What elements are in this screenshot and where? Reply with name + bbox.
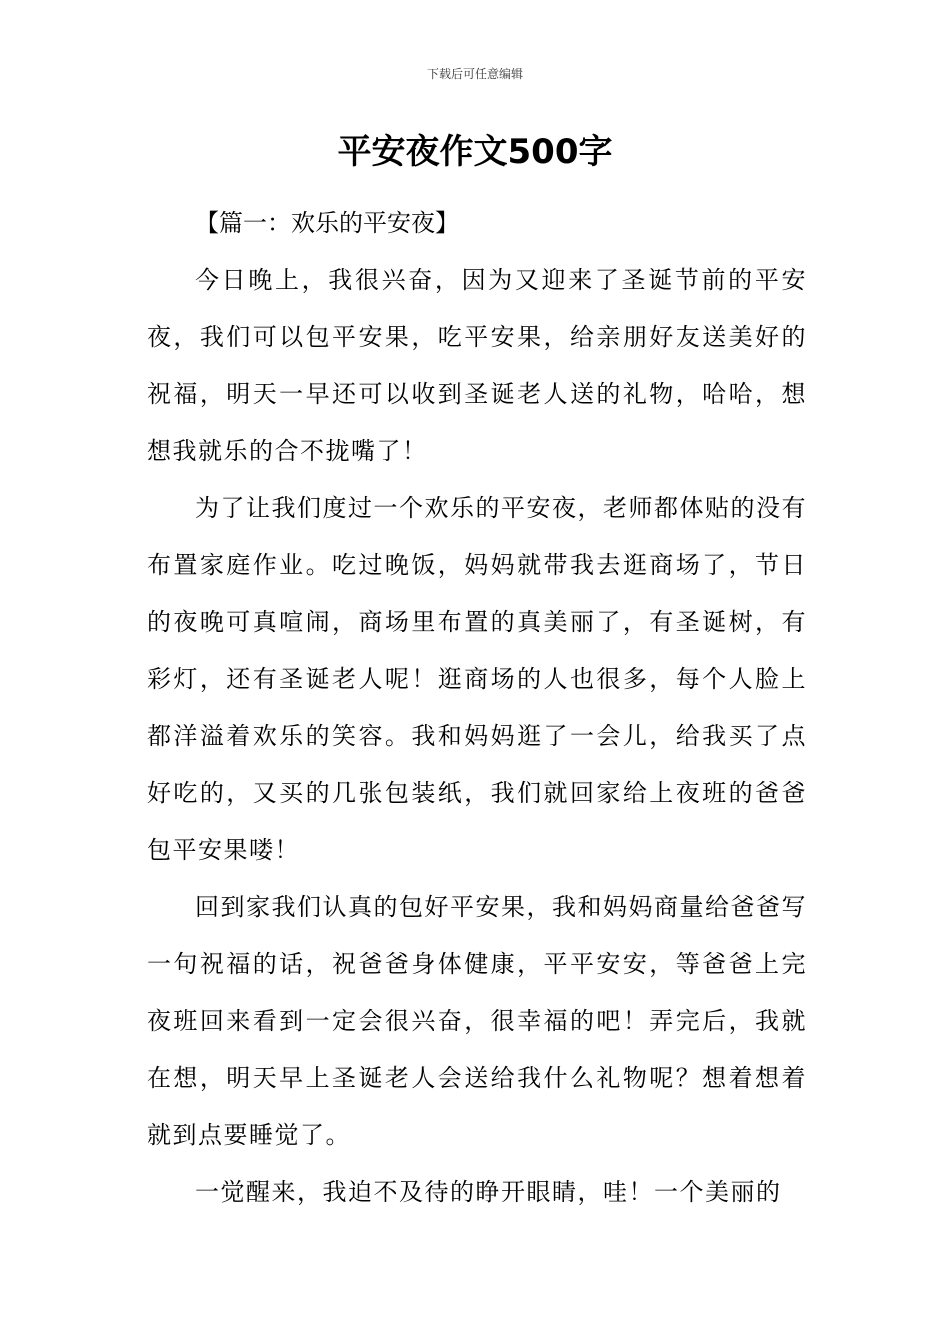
paragraph-1: 今日晚上，我很兴奋，因为又迎来了圣诞节前的平安夜，我们可以包平安果，吃平安果，给亲朋好友送美好的祝福，明天一早还可以收到圣诞老人送的礼物，哈哈，想想我就乐的合不拢嘴了！ bbox=[147, 266, 807, 465]
paragraph-3: 回到家我们认真的包好平安果，我和妈妈商量给爸爸写一句祝福的话，祝爸爸身体健康，平平安安，等爸爸上完夜班回来看到一定会很兴奋，很幸福的吧！弄完后，我就在想，明天早上圣诞老人会送给我什么礼物呢？想着想着就到点要睡觉了。 bbox=[147, 893, 807, 1149]
document-title: 平安夜作文500字 bbox=[337, 132, 613, 172]
section-heading: 【篇一：欢乐的平安夜】 bbox=[195, 209, 459, 237]
paragraph-4: 一觉醒来，我迫不及待的睁开眼睛，哇！一个美丽的 bbox=[195, 1178, 782, 1206]
paragraph-2: 为了让我们度过一个欢乐的平安夜，老师都体贴的没有布置家庭作业。吃过晚饭，妈妈就带我去逛商场了，节日的夜晚可真喧闹，商场里布置的真美丽了，有圣诞树，有彩灯，还有圣诞老人呢！逛商场的人也很多，每个人脸上都洋溢着欢乐的笑容。我和妈妈逛了一会儿，给我买了点好吃的，又买的几张包装纸，我们就回家给上夜班的爸爸包平安果喽！ bbox=[147, 494, 807, 864]
header-note: 下载后可任意编辑 bbox=[426, 67, 523, 81]
document-body bbox=[147, 195, 807, 1221]
